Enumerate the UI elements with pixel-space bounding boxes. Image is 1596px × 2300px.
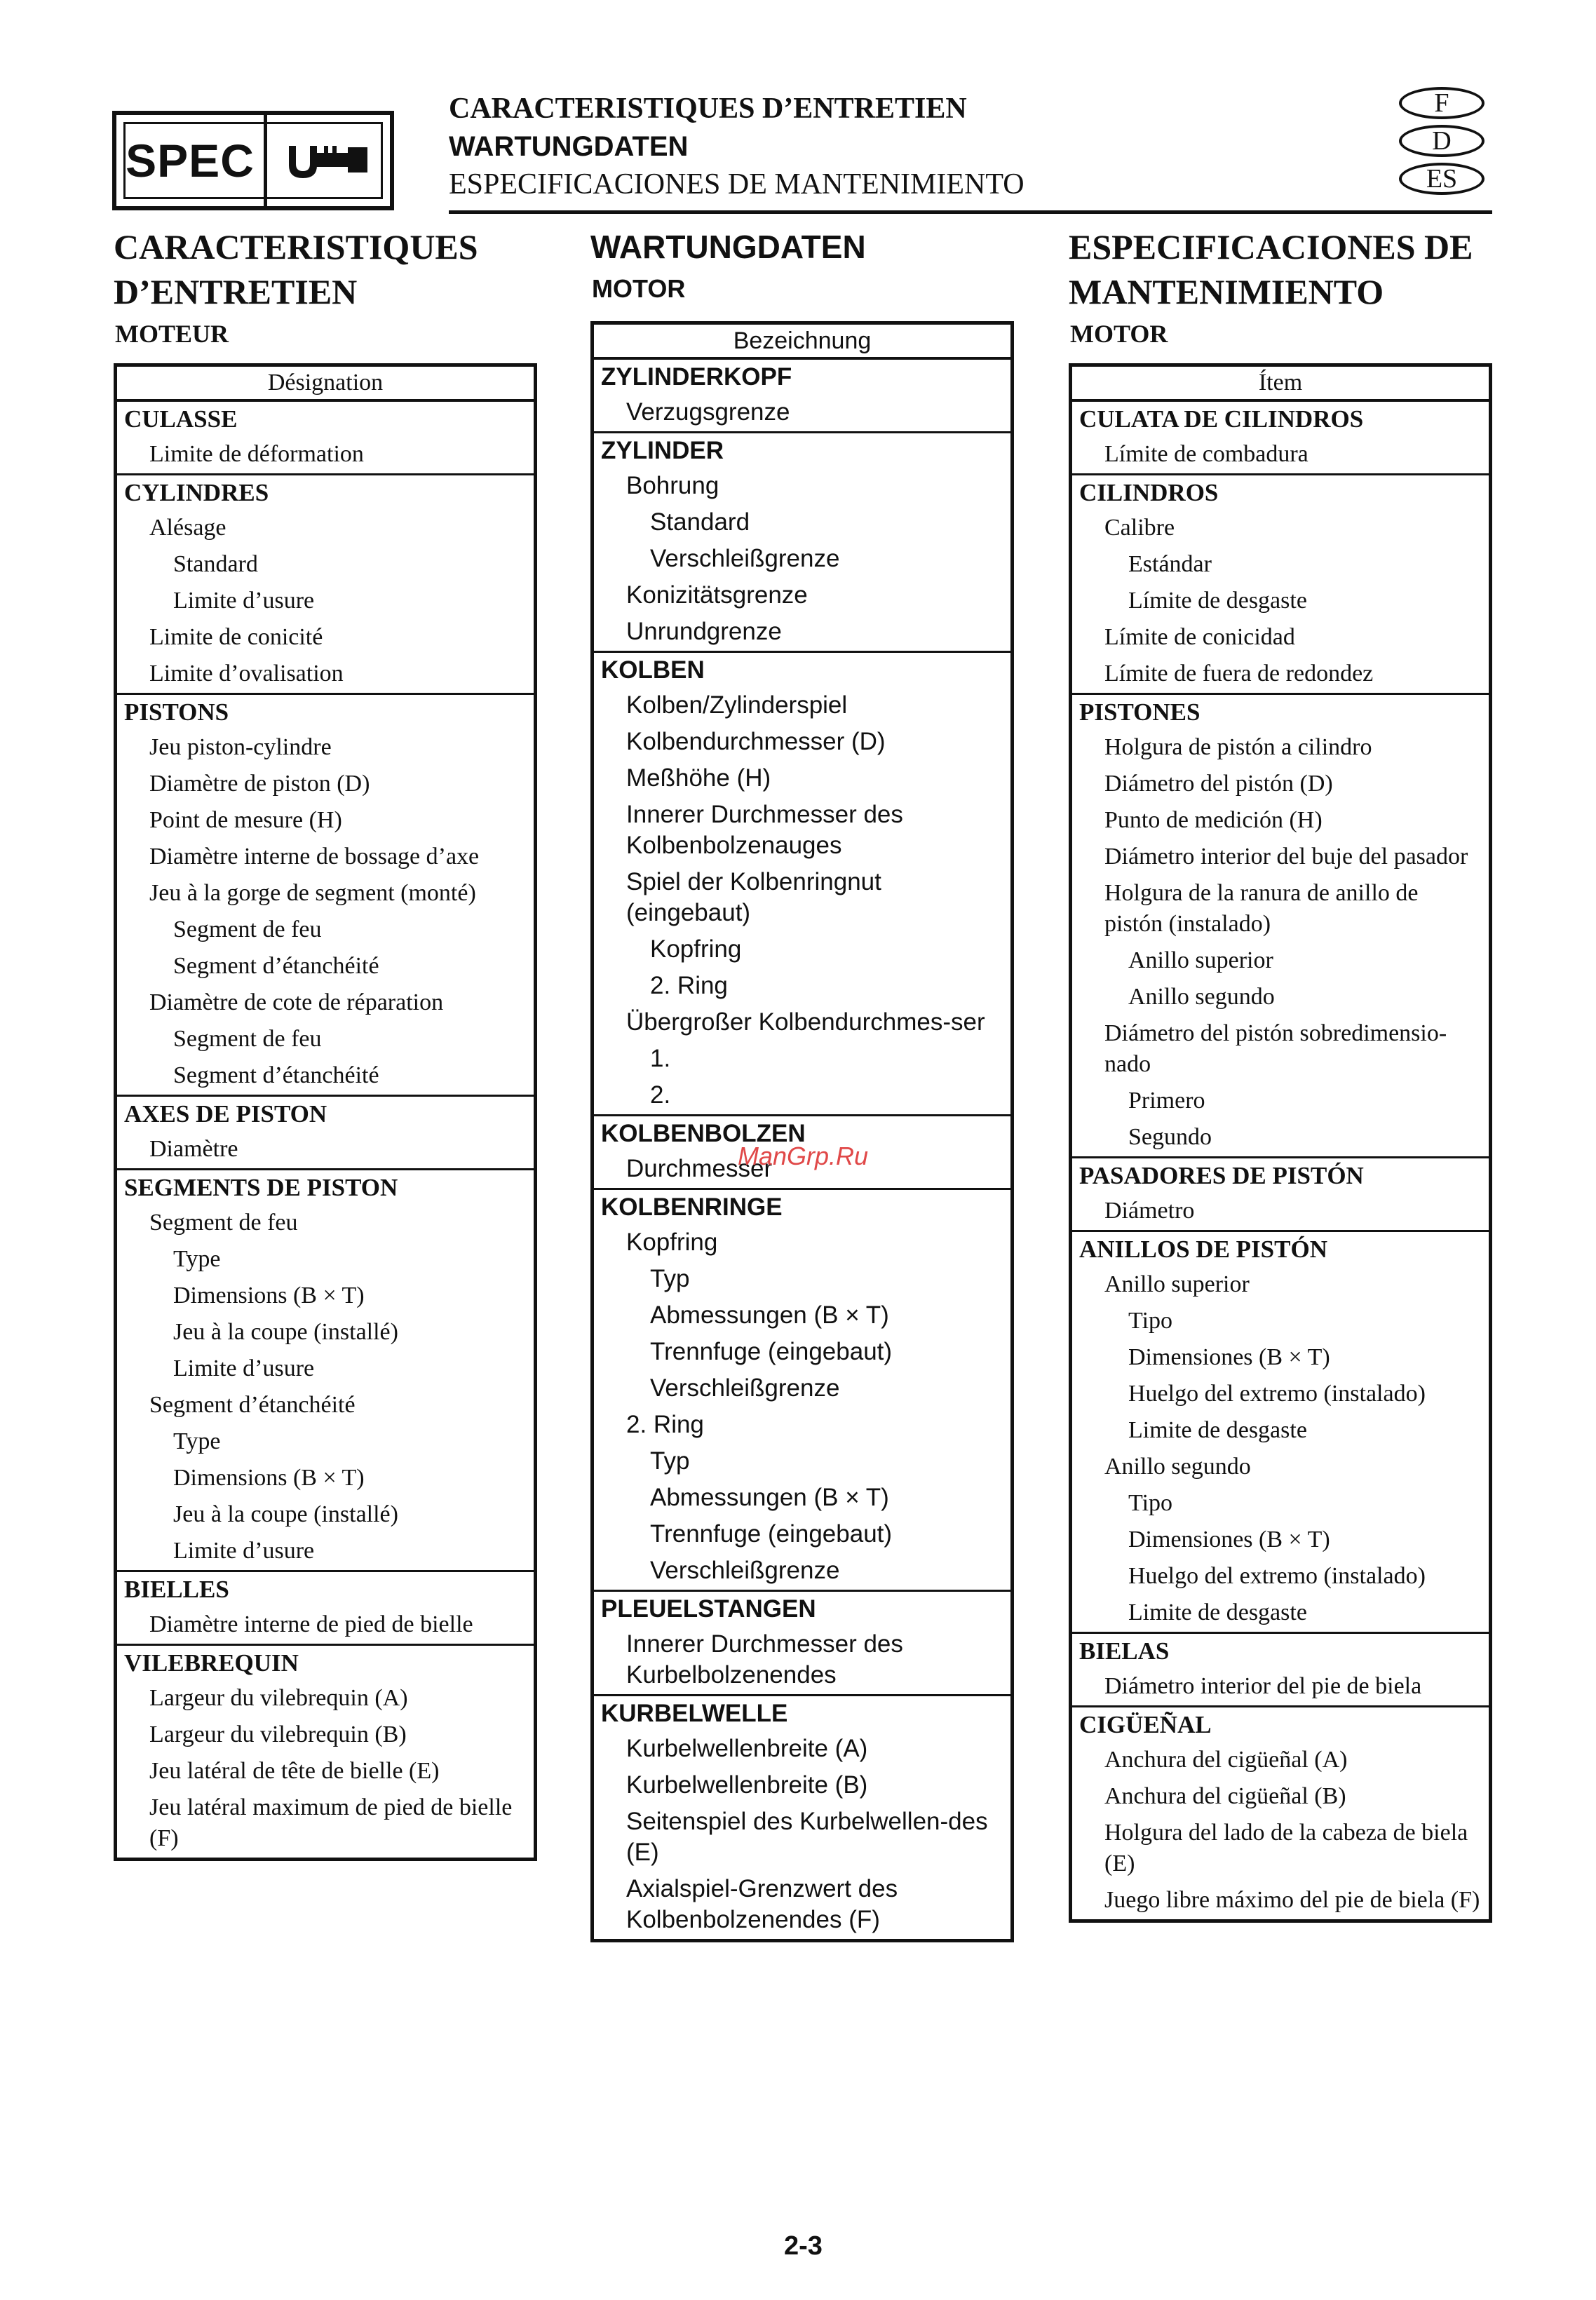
- section-title: CIGÜEÑAL: [1079, 1711, 1212, 1738]
- section-title: KOLBENRINGE: [601, 1193, 783, 1221]
- section-title: CILINDROS: [1079, 479, 1219, 506]
- table-row: Diámetro interior del pie de biela: [1104, 1673, 1422, 1699]
- table-row: Übergroßer Kolbendurchmes-ser: [626, 1008, 985, 1036]
- table-row: Kopfring: [626, 1229, 718, 1256]
- column-subtitle: MOTOR: [592, 274, 686, 303]
- table-section: [1072, 1232, 1489, 1634]
- table-row: Anillo segundo: [1104, 1454, 1251, 1480]
- table-row: Anillo superior: [1128, 947, 1273, 973]
- table-row: Limite de déformation: [149, 441, 364, 467]
- column-subtitle: MOTOR: [1070, 320, 1168, 348]
- table-section: [117, 475, 534, 695]
- column-title-line2: MANTENIMIENTO: [1069, 272, 1384, 311]
- table-row: Diamètre: [149, 1136, 238, 1162]
- table-section: [117, 1097, 534, 1170]
- table-row: Verzugsgrenze: [626, 398, 790, 426]
- table-section: [117, 1572, 534, 1646]
- table-row: Límite de conicidad: [1104, 624, 1295, 650]
- table-row: Jeu latéral de tête de bielle (E): [149, 1758, 440, 1784]
- table-section: [1072, 695, 1489, 1158]
- section-title: KOLBEN: [601, 656, 705, 684]
- table-row: Limite d’ovalisation: [149, 661, 344, 686]
- table-row: Tipo: [1128, 1490, 1173, 1516]
- table-row: Punto de medición (H): [1104, 807, 1323, 833]
- column-french: [114, 224, 537, 1861]
- designation-table: [114, 363, 537, 1861]
- section-title: CULATA DE CILINDROS: [1079, 405, 1364, 433]
- designation-table: [1069, 363, 1492, 1923]
- table-row: Jeu latéral maximum de pied de bielle (F): [149, 1794, 513, 1851]
- table-row: Primero: [1128, 1088, 1205, 1114]
- table-row: Limite d’usure: [173, 1355, 315, 1381]
- table-row: Dimensions (B × T): [173, 1283, 365, 1308]
- table-row: Huelgo del extremo (instalado): [1128, 1381, 1426, 1407]
- table-row: Diamètre de cote de réparation: [149, 989, 444, 1015]
- table-row: Verschleißgrenze: [650, 545, 840, 572]
- table-row: Segment d’étanchéité: [173, 953, 379, 979]
- table-row: Type: [173, 1428, 221, 1454]
- table-row: Seitenspiel des Kurbelwellen-des (E): [626, 1808, 988, 1866]
- column-subtitle: MOTEUR: [115, 320, 229, 348]
- designation-header: Désignation: [117, 367, 534, 402]
- wrench-icon: [267, 115, 390, 206]
- lang-tag-d: D: [1399, 125, 1485, 157]
- table-row: Diamètre interne de pied de bielle: [149, 1611, 473, 1637]
- table-row: Konizitätsgrenze: [626, 581, 808, 609]
- table-row: Jeu à la coupe (installé): [173, 1501, 398, 1527]
- section-title: PISTONES: [1079, 698, 1201, 726]
- table-row: Jeu à la gorge de segment (monté): [149, 880, 476, 906]
- table-row: Segundo: [1128, 1124, 1212, 1150]
- table-row: Jeu piston-cylindre: [149, 734, 332, 760]
- table-row: Typ: [650, 1265, 690, 1292]
- section-title: PASADORES DE PISTÓN: [1079, 1162, 1364, 1189]
- table-row: Tipo: [1128, 1308, 1173, 1334]
- table-row: Límite de desgaste: [1128, 588, 1307, 614]
- section-title: CULASSE: [124, 405, 238, 433]
- page-number: 2-3: [784, 2231, 823, 2261]
- language-tags: [1399, 87, 1490, 201]
- table-row: Abmessungen (B × T): [650, 1301, 889, 1329]
- table-row: Holgura de pistón a cilindro: [1104, 734, 1372, 760]
- column-title-line2: D’ENTRETIEN: [114, 272, 358, 311]
- table-section: [1072, 1634, 1489, 1707]
- header-title-fr: CARACTERISTIQUES D’ENTRETIEN: [449, 93, 967, 125]
- table-row: Diámetro: [1104, 1198, 1195, 1224]
- table-section: [1072, 402, 1489, 475]
- table-row: Bohrung: [626, 472, 719, 499]
- table-row: Estándar: [1128, 551, 1212, 577]
- section-title: PLEUELSTANGEN: [601, 1595, 816, 1623]
- section-title: BIELAS: [1079, 1637, 1170, 1665]
- table-row: Limite de desgaste: [1128, 1599, 1307, 1625]
- table-row: Spiel der Kolbenringnut (eingebaut): [626, 868, 881, 926]
- table-row: Standard: [173, 551, 258, 577]
- table-row: Durchmesser: [626, 1155, 773, 1182]
- table-section: [594, 360, 1010, 433]
- section-title: KOLBENBOLZEN: [601, 1120, 806, 1147]
- section-title: PISTONS: [124, 698, 229, 726]
- table-row: Innerer Durchmesser des Kurbelbolzenendes: [626, 1630, 903, 1689]
- table-row: Anchura del cigüeñal (A): [1104, 1747, 1348, 1773]
- table-row: Verschleißgrenze: [650, 1374, 840, 1402]
- table-row: Largeur du vilebrequin (B): [149, 1721, 407, 1747]
- table-row: Diámetro interior del buje del pasador: [1104, 844, 1468, 870]
- table-row: Límite de combadura: [1104, 441, 1308, 467]
- header-title-de: WARTUNGDATEN: [449, 131, 689, 162]
- watermark: ManGrp.Ru: [738, 1142, 869, 1170]
- table-row: Unrundgrenze: [626, 618, 782, 645]
- table-row: Límite de fuera de redondez: [1104, 661, 1374, 686]
- table-row: Jeu à la coupe (installé): [173, 1319, 398, 1345]
- section-title: AXES DE PISTON: [124, 1100, 327, 1128]
- lang-tag-es: ES: [1399, 163, 1485, 195]
- section-title: BIELLES: [124, 1576, 229, 1603]
- spec-badge: [112, 111, 394, 210]
- table-row: 2. Ring: [650, 972, 728, 999]
- column-spanish: [1069, 224, 1492, 1923]
- table-section: [594, 1592, 1010, 1696]
- table-section: [594, 1190, 1010, 1592]
- table-row: Diámetro del pistón (D): [1104, 771, 1333, 797]
- table-row: Diamètre de piston (D): [149, 771, 370, 797]
- table-row: Segment de feu: [173, 916, 322, 942]
- table-section: [1072, 475, 1489, 695]
- table-section: [117, 402, 534, 475]
- table-section: [594, 1696, 1010, 1939]
- table-row: Calibre: [1104, 515, 1175, 541]
- table-row: Diámetro del pistón sobredimensio-nado: [1104, 1020, 1447, 1077]
- table-row: Largeur du vilebrequin (A): [149, 1685, 408, 1711]
- table-row: Limite de conicité: [149, 624, 323, 650]
- table-row: Holgura del lado de la cabeza de biela (E): [1104, 1820, 1468, 1876]
- column-title-line1: WARTUNGDATEN: [590, 229, 866, 265]
- table-section: [117, 1170, 534, 1572]
- table-row: Meßhöhe (H): [626, 764, 771, 792]
- table-section: [117, 695, 534, 1097]
- table-row: Huelgo del extremo (instalado): [1128, 1563, 1426, 1589]
- section-title: CYLINDRES: [124, 479, 269, 506]
- table-row: Limite de desgaste: [1128, 1417, 1307, 1443]
- table-row: Innerer Durchmesser des Kolbenbolzenauges: [626, 801, 903, 859]
- column-title-line1: ESPECIFICACIONES DE: [1069, 227, 1473, 266]
- section-title: VILEBREQUIN: [124, 1649, 299, 1677]
- column-german: [590, 224, 1014, 1942]
- table-row: Kurbelwellenbreite (A): [626, 1735, 868, 1762]
- table-row: Kolbendurchmesser (D): [626, 728, 886, 755]
- header-titles: [449, 90, 1024, 203]
- table-row: Trennfuge (eingebaut): [650, 1520, 893, 1548]
- table-row: Axialspiel-Grenzwert des Kolbenbolzenendes (F): [626, 1875, 898, 1933]
- table-row: Alésage: [149, 515, 226, 541]
- table-row: Diamètre interne de bossage d’axe: [149, 844, 480, 870]
- section-title: ANILLOS DE PISTÓN: [1079, 1236, 1327, 1263]
- section-title: KURBELWELLE: [601, 1700, 788, 1727]
- spec-label: SPEC: [116, 115, 267, 206]
- table-row: Anchura del cigüeñal (B): [1104, 1783, 1346, 1809]
- table-row: Abmessungen (B × T): [650, 1484, 889, 1511]
- table-row: Verschleißgrenze: [650, 1557, 840, 1584]
- table-row: Kolben/Zylinderspiel: [626, 691, 848, 719]
- table-row: Holgura de la ranura de anillo de pistón (instalado): [1104, 880, 1419, 937]
- designation-header: Bezeichnung: [594, 325, 1010, 360]
- section-title: SEGMENTS DE PISTON: [124, 1174, 398, 1201]
- table-row: Trennfuge (eingebaut): [650, 1338, 893, 1365]
- table-row: Dimensiones (B × T): [1128, 1527, 1330, 1552]
- table-section: [117, 1646, 534, 1858]
- designation-header: Ítem: [1072, 367, 1489, 402]
- table-row: Segment d’étanchéité: [173, 1062, 379, 1088]
- table-row: Type: [173, 1246, 221, 1272]
- designation-table: [590, 321, 1014, 1942]
- table-section: [1072, 1158, 1489, 1232]
- section-title: ZYLINDER: [601, 437, 724, 464]
- table-section: [594, 653, 1010, 1116]
- table-row: Segment de feu: [149, 1210, 298, 1236]
- table-row: Point de mesure (H): [149, 807, 342, 833]
- table-row: Kurbelwellenbreite (B): [626, 1771, 868, 1799]
- table-row: Segment de feu: [173, 1026, 322, 1052]
- table-row: Anillo superior: [1104, 1271, 1250, 1297]
- table-row: 2. Ring: [626, 1411, 704, 1438]
- table-section: [594, 433, 1010, 653]
- table-row: Standard: [650, 508, 750, 536]
- lang-tag-f: F: [1399, 87, 1485, 119]
- section-title: ZYLINDERKOPF: [601, 363, 792, 391]
- table-row: Anillo segundo: [1128, 984, 1275, 1010]
- header-rule: [449, 210, 1492, 214]
- table-row: Dimensions (B × T): [173, 1465, 365, 1491]
- table-row: Limite d’usure: [173, 588, 315, 614]
- column-title-line1: CARACTERISTIQUES: [114, 227, 478, 266]
- table-row: Juego libre máximo del pie de biela (F): [1104, 1887, 1480, 1913]
- table-row: Limite d’usure: [173, 1538, 315, 1564]
- table-row: Segment d’étanchéité: [149, 1392, 356, 1418]
- header-title-es: ESPECIFICACIONES DE MANTENIMIENTO: [449, 168, 1024, 201]
- table-row: Typ: [650, 1447, 690, 1475]
- table-row: Dimensiones (B × T): [1128, 1344, 1330, 1370]
- table-row: 2.: [650, 1081, 671, 1109]
- table-row: Kopfring: [650, 935, 742, 963]
- table-section: [1072, 1707, 1489, 1919]
- table-row: 1.: [650, 1045, 671, 1072]
